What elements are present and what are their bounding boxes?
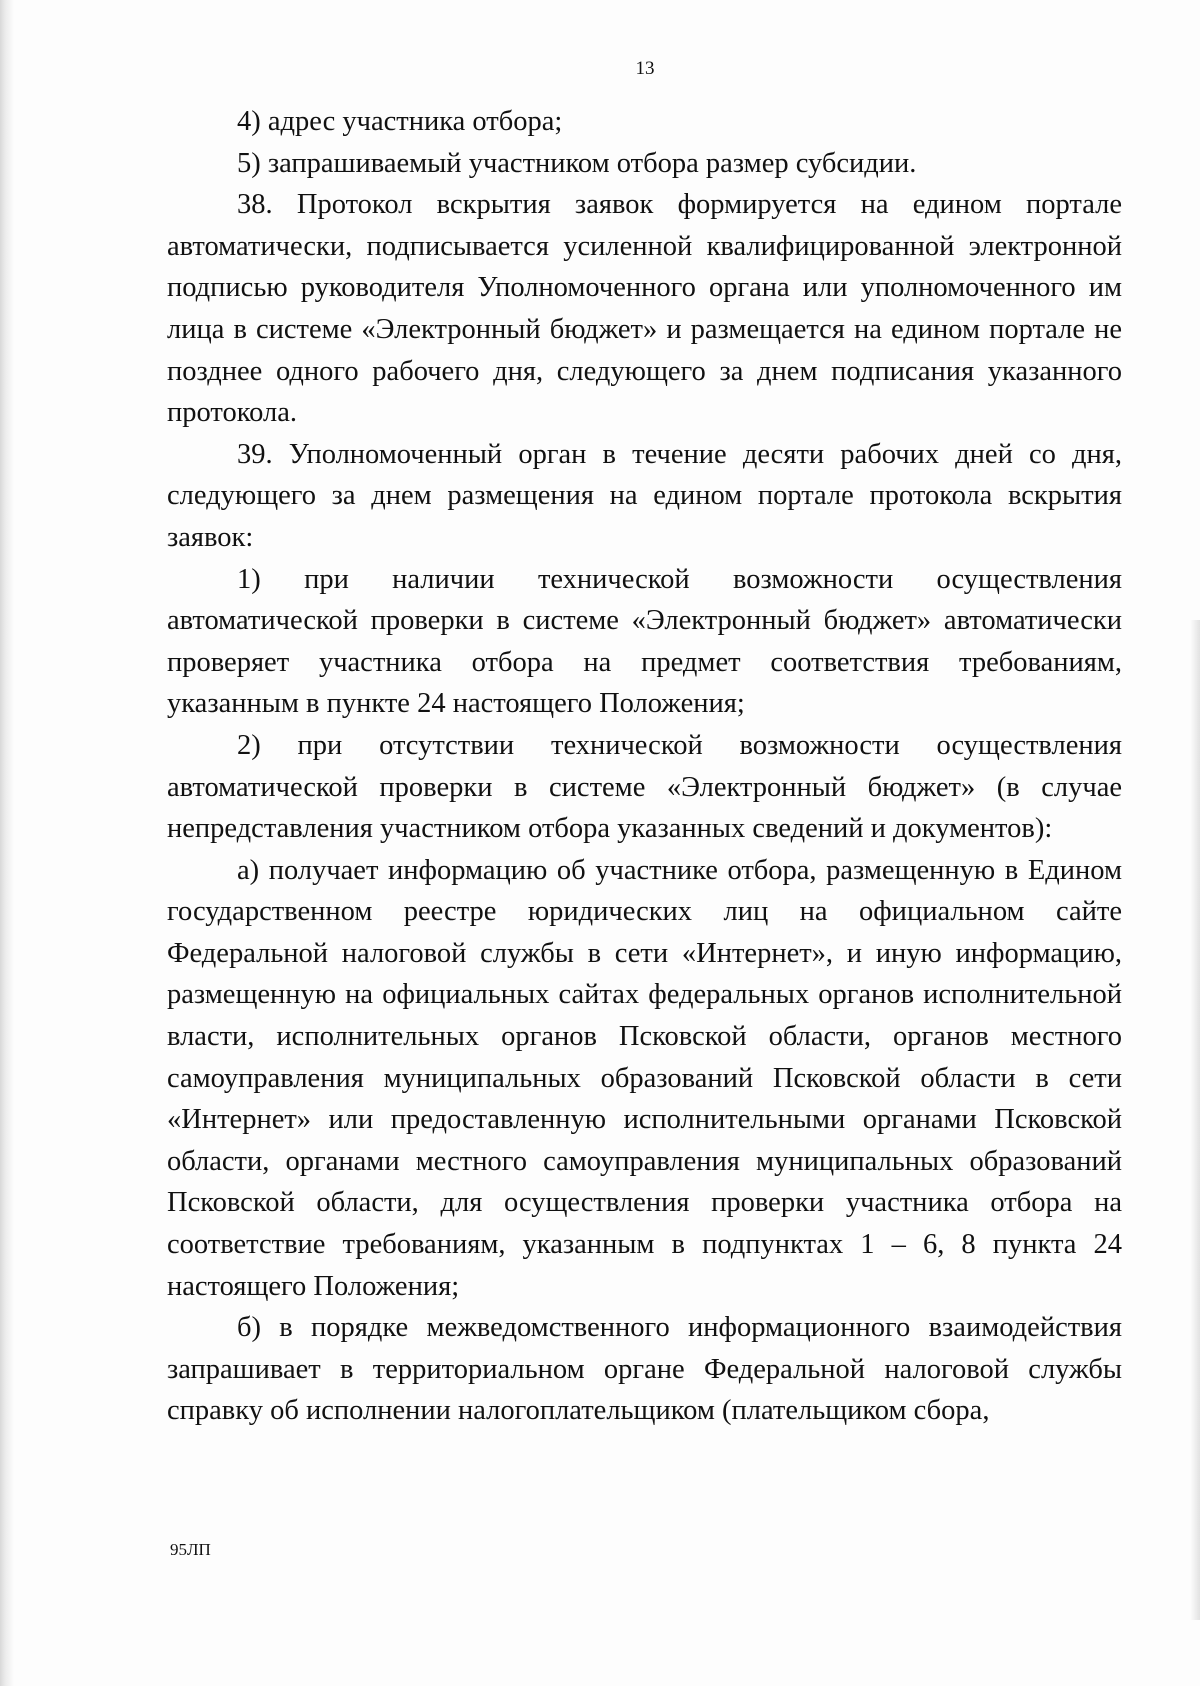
paragraph-item-4: 4) адрес участника отбора; <box>237 106 563 137</box>
scan-edge-right <box>1190 620 1200 1620</box>
document-body <box>167 101 1122 1432</box>
footer-document-code: 95ЛП <box>170 1540 211 1559</box>
paragraph-39-2-b: б) в порядке межведомственного информационного взаимодействия запрашивает в территориальном органе Федеральной налоговой службы справку об исполнении налогоплательщиком (плательщиком сбора, <box>167 1312 1122 1427</box>
paragraph-item-5: 5) запрашиваемый участником отбора размер субсидии. <box>237 147 917 179</box>
paragraph-38: 38. Протокол вскрытия заявок формируется на едином портале автоматически, подписывается усиленной квалифицированной электронной подписью руководителя Уполномоченного органа или уполномоченного им лица в системе «Электронный бюджет» и размещается на едином портале не позднее одного рабочего дня, следующего за днем подписания указанного протокола. <box>167 189 1122 429</box>
paragraph-39-1: 1) при наличии технической возможности осуществления автоматической проверки в системе «Электронный бюджет» автоматически проверяет участника отбора на предмет соответствия требованиям, указанным в пункте 24 настоящего Положения; <box>167 563 1122 720</box>
scan-edge-left <box>0 0 14 1686</box>
paragraph-39: 39. Уполномоченный орган в течение десяти рабочих дней со дня, следующего за днем размещения на едином портале протокола вскрытия заявок: <box>167 438 1122 553</box>
paragraph-39-2: 2) при отсутствии технической возможности осуществления автоматической проверки в системе «Электронный бюджет» (в случае непредставления участником отбора указанных сведений и документов): <box>167 729 1122 845</box>
page-number: 13 <box>635 58 655 79</box>
paragraph-39-2-a: а) получает информацию об участнике отбора, размещенную в Едином государственном реестре юридических лиц на официальном сайте Федеральной налоговой службы в сети «Интернет», и иную информацию, размещенную на официальных сайтах федеральных органов исполнительной власти, исполнительных органов Псковской области, органов местного самоуправления муниципальных образований Псковской области в сети «Интернет» или предоставленную исполнительными органами Псковской области, органами местного самоуправления муниципальных образований Псковской области, для осуществления проверки участника отбора на соответствие требованиям, указанным в подпунктах 1 – 6, 8 пункта 24 настоящего Положения; <box>167 854 1122 1302</box>
